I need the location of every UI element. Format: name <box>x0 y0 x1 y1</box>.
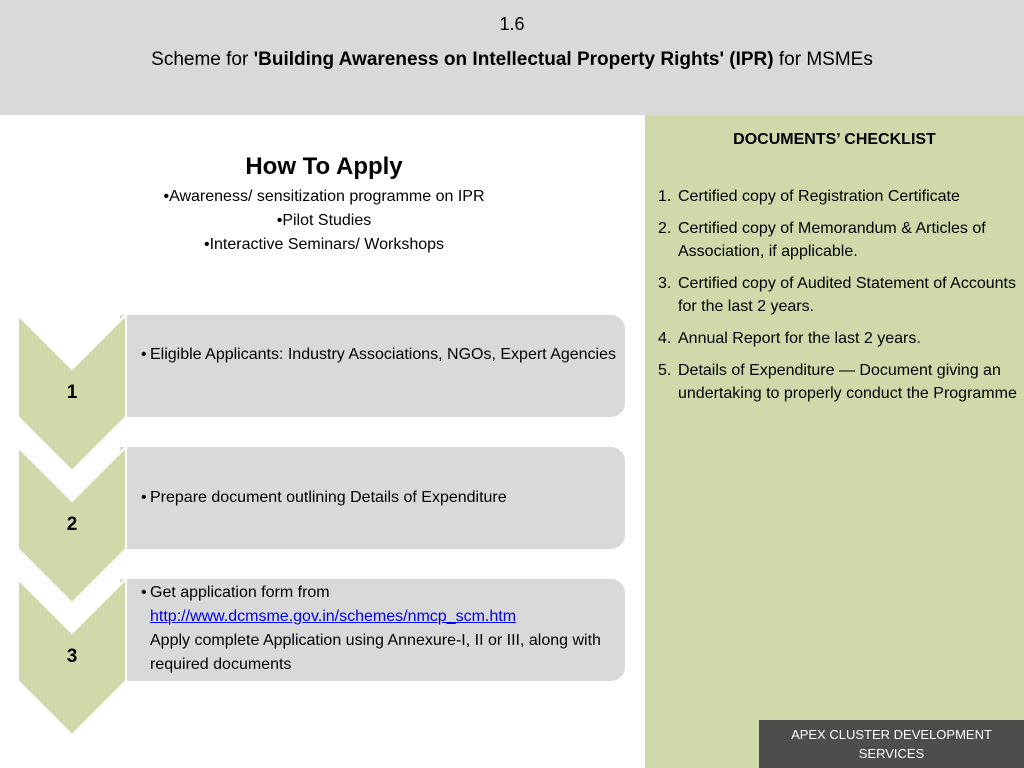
footer-banner: APEX CLUSTER DEVELOPMENT SERVICES <box>759 720 1024 768</box>
bullet-icon: • <box>141 346 147 363</box>
step-2-label: Prepare document outlining Details of Expenditure <box>150 489 507 506</box>
checklist-item-number: 5. <box>658 362 672 379</box>
checklist-item <box>655 272 1017 318</box>
how-to-apply-list <box>0 185 648 257</box>
how-to-apply-item: •Interactive Seminars/ Workshops <box>203 236 445 253</box>
step-1-label: Eligible Applicants: Industry Associations, NGOs, Expert Agencies <box>150 346 617 363</box>
checklist-item-number: 2. <box>658 220 672 237</box>
checklist-item-text: Details of Expenditure — Document giving an undertaking to properly conduct the Programme <box>678 362 1017 402</box>
bullet-icon: • <box>141 584 147 601</box>
application-form-link[interactable]: http://www.dcmsme.gov.in/schemes/nmcp_scm.htm <box>150 608 517 625</box>
step-2-text <box>141 486 620 510</box>
how-to-apply-heading: How To Apply <box>245 153 403 180</box>
step-3-prefix: Get application form from <box>150 584 330 601</box>
title-prefix: Scheme for <box>151 49 254 70</box>
documents-checklist-panel <box>645 115 1024 768</box>
checklist-item-number: 1. <box>658 188 672 205</box>
checklist-item <box>655 185 1017 208</box>
step-3-suffix: Apply complete Application using Annexure-I, II or III, along with required documents <box>150 632 601 673</box>
checklist-item-number: 3. <box>658 275 672 292</box>
how-to-apply-item: •Pilot Studies <box>276 212 372 229</box>
header-banner <box>0 0 1024 115</box>
checklist-item <box>655 327 1017 350</box>
title-suffix: for MSMEs <box>773 49 873 70</box>
checklist-item-text: Certified copy of Audited Statement of Accounts for the last 2 years. <box>678 275 1016 315</box>
checklist-item-text: Annual Report for the last 2 years. <box>678 330 921 347</box>
checklist-item <box>655 217 1017 263</box>
step-2-number: 2 <box>66 514 78 535</box>
bullet-icon: • <box>141 489 147 506</box>
step-3-text <box>141 581 620 677</box>
step-1-number: 1 <box>66 382 78 403</box>
checklist-item-text: Certified copy of Memorandum & Articles of Association, if applicable. <box>678 220 986 260</box>
checklist-item <box>655 359 1017 405</box>
title-bold: 'Building Awareness on Intellectual Property Rights' (IPR) <box>253 49 774 70</box>
slide-number: 1.6 <box>499 14 525 34</box>
slide-title <box>0 49 1024 71</box>
checklist-item-text: Certified copy of Registration Certificate <box>678 188 960 205</box>
step-1-text <box>141 343 620 367</box>
how-to-apply-item: •Awareness/ sensitization programme on IPR <box>163 188 485 205</box>
checklist <box>655 185 1017 414</box>
step-3-number: 3 <box>66 646 78 667</box>
checklist-title: DOCUMENTS’ CHECKLIST <box>733 131 936 148</box>
checklist-item-number: 4. <box>658 330 672 347</box>
